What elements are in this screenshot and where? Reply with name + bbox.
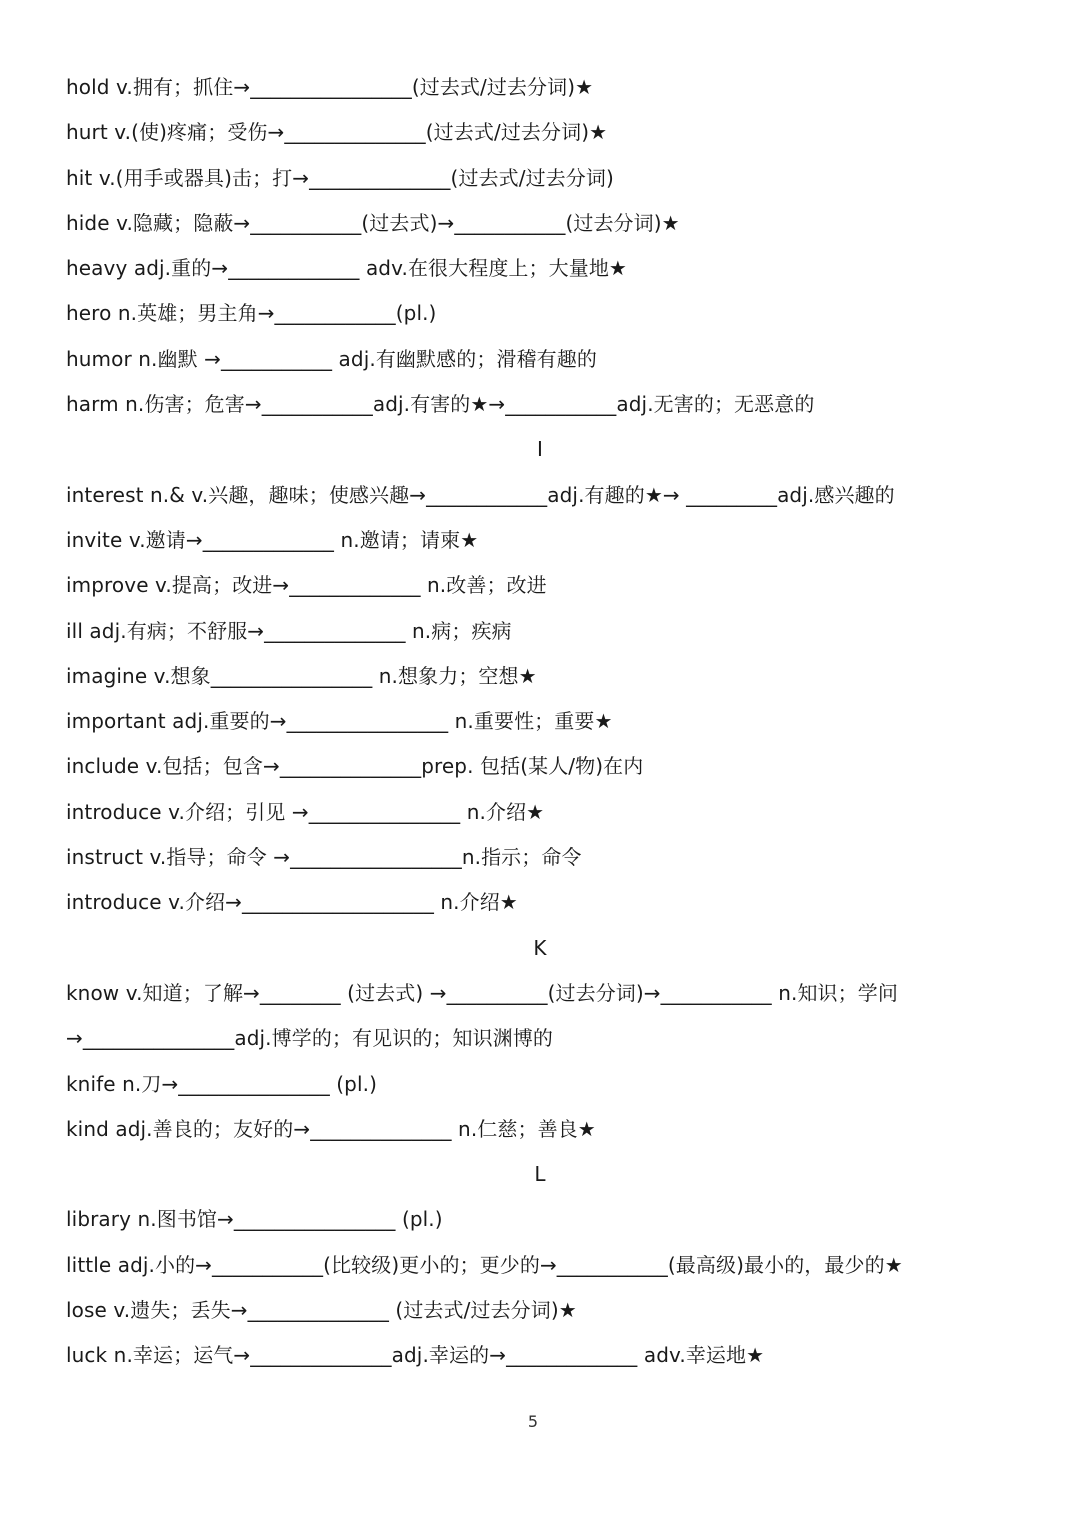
page-number: 5 xyxy=(527,1412,539,1431)
vocab-line: hurt v.(使)疼痛；受伤→______________(过去式/过去分词)★ xyxy=(66,120,608,145)
vocab-line: kind adj.善良的；友好的→______________ n.仁慈；善良★ xyxy=(66,1116,596,1141)
vocab-line: hero n.英雄；男主角→____________(pl.) xyxy=(66,301,437,326)
vocab-line: know v.知道；了解→________ (过去式) →__________(过去分词)→___________ n.知识；学问 xyxy=(66,980,898,1005)
vocab-line: hold v.拥有；抓住→________________(过去式/过去分词)★ xyxy=(66,75,594,99)
vocab-line: knife n.刀→_______________ (pl.) xyxy=(66,1071,377,1096)
vocab-line: imagine v.想象________________ n.想象力；空想★ xyxy=(66,663,537,688)
vocab-line: lose v.遗失；丢失→______________ (过去式/过去分词)★ xyxy=(66,1298,577,1323)
vocabulary-page xyxy=(66,65,1026,1379)
vocab-line: luck n.幸运；运气→______________adj.幸运的→_____________ adv.幸运地★ xyxy=(66,1343,765,1368)
vocab-line: heavy adj.重的→_____________ adv.在很大程度上；大量地★ xyxy=(66,256,627,281)
vocab-line: little adj.小的→___________(比较级)更小的；更少的→___________(最高级)最小的，最少的★ xyxy=(66,1252,903,1277)
vocab-line: hide v.隐藏；隐蔽→___________(过去式)→___________(过去分词)★ xyxy=(66,210,680,235)
vocab-line: include v.包括；包含→______________prep. 包括(某人/物)在内 xyxy=(66,754,644,779)
vocab-line: ill adj.有病；不舒服→______________ n.病；疾病 xyxy=(66,618,512,643)
section-k xyxy=(66,926,1026,1152)
section-i xyxy=(66,427,1026,925)
vocab-line: →_______________adj.博学的；有见识的；知识渊博的 xyxy=(66,1026,554,1051)
vocab-line: interest n.& v.兴趣，趣味；使感兴趣→____________adj.有趣的★→ _________adj.感兴趣的 xyxy=(66,482,895,507)
vocab-line: improve v.提高；改进→_____________ n.改善；改进 xyxy=(66,573,547,598)
vocab-line: important adj.重要的→________________ n.重要性；重要★ xyxy=(66,709,613,734)
vocab-line: introduce v.介绍→___________________ n.介绍★ xyxy=(66,890,518,915)
section-heading: L xyxy=(534,1162,546,1187)
vocab-line: hit v.(用手或器具)击；打→______________(过去式/过去分词) xyxy=(66,165,614,190)
vocab-line: harm n.伤害；危害→___________adj.有害的★→___________adj.无害的；无恶意的 xyxy=(66,392,815,417)
vocab-line: humor n.幽默 →___________ adj.有幽默感的；滑稽有趣的 xyxy=(66,346,597,371)
vocab-line: introduce v.介绍；引见 →_______________ n.介绍★ xyxy=(66,799,545,824)
section-l xyxy=(66,1152,1026,1378)
vocab-line: library n.图书馆→________________ (pl.) xyxy=(66,1207,443,1232)
section-h xyxy=(66,65,1026,427)
vocab-line: invite v.邀请→_____________ n.邀请；请柬★ xyxy=(66,527,479,552)
section-heading: K xyxy=(533,935,547,960)
section-heading: I xyxy=(537,437,543,462)
vocab-line: instruct v.指导；命令 →_________________n.指示；命令 xyxy=(66,845,582,870)
